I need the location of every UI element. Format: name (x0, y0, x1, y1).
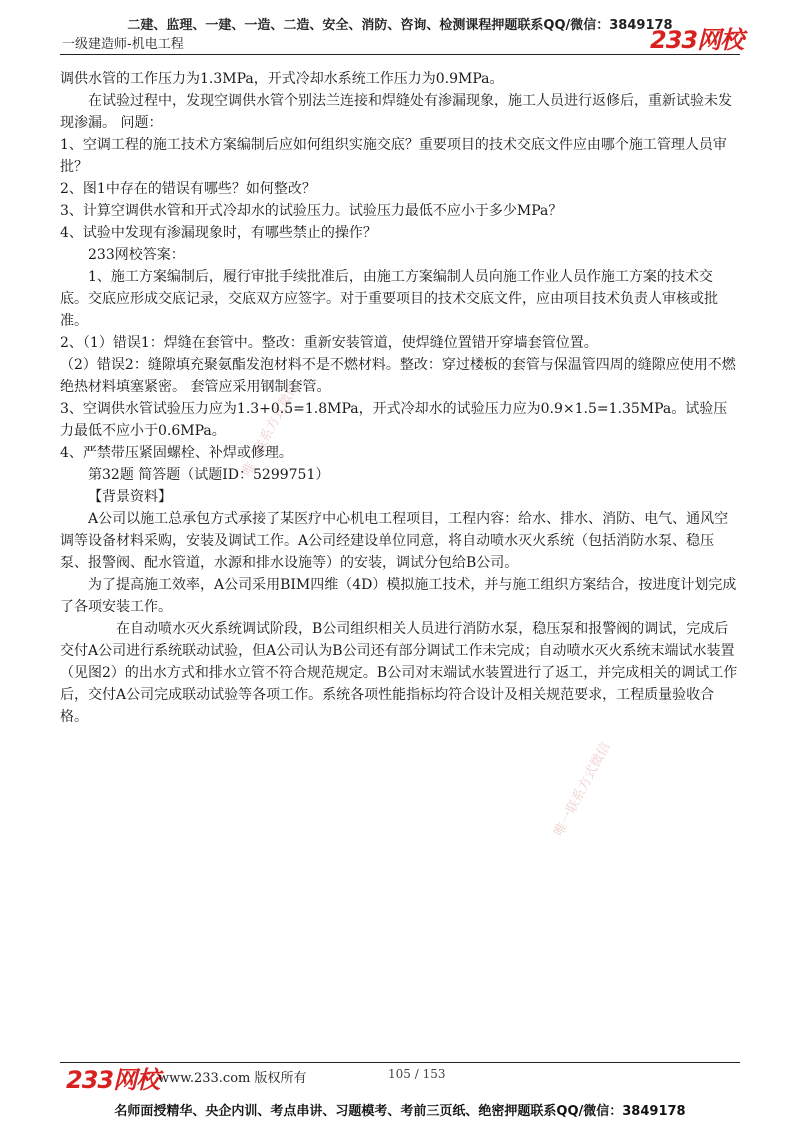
page-number: 105 / 153 (388, 1067, 446, 1081)
brand-logo-header: 233网校 (650, 26, 744, 54)
answer-2-part-1: 2、（1）错误1：焊缝在套管中。整改：重新安装管道，使焊缝位置错开穿墙套管位置。 (60, 335, 598, 351)
paragraph: 调供水管的工作压力为1.3MPa，开式冷却水系统工作压力为0.9MPa。 (60, 71, 504, 87)
question-1: 1、空调工程的施工技术方案编制后应如何组织实施交底？重要项目的技术交底文件应由哪个施工管理人员审批？ (60, 137, 727, 175)
footer-divider (60, 1062, 740, 1063)
answer-label: 233网校答案： (88, 247, 185, 263)
header-subtitle: 一级建造师-机电工程 (62, 37, 184, 52)
question-4: 4、试验中发现有渗漏现象时，有哪些禁止的操作？ (60, 225, 377, 241)
footer-contact-line: 名师面授精华、央企内训、考点串讲、习题模考、考前三页纸、绝密押题联系QQ/微信：3849178 (114, 1104, 686, 1119)
background-paragraph-3: 在自动喷水灭火系统调试阶段，B公司组织相关人员进行消防水泵，稳压泵和报警阀的调试，完成后交付A公司进行系统联动试验，但A公司认为B公司还有部分调试工作未完成；自动喷水灭火系统末端试水装置（见图2）的出水方式和排水立管不符合规范规定。B公司对末端试水装置进行了返工，并完成相关的调试工作后，交付A公司完成联动试验等各项工作。系统各项性能指标均符合设计及相关规范要求，工程质量验收合格。 (60, 621, 738, 725)
watermark-2: 唯一联系方式微信 (551, 740, 614, 839)
document-body (60, 68, 740, 728)
background-label: 【背景资料】 (88, 489, 172, 505)
answer-3: 3、空调供水管试验压力应为1.3+0.5=1.8MPa，开式冷却水的试验压力应为0.9×1.5=1.35MPa。试验压力最低不应小于0.6MPa。 (60, 401, 728, 439)
brand-logo-footer: 233网校 (66, 1066, 160, 1094)
question-2: 2、图1中存在的错误有哪些？如何整改？ (60, 181, 316, 197)
paragraph: 在试验过程中，发现空调供水管个别法兰连接和焊缝处有渗漏现象，施工人员进行返修后，重新试验未发现渗漏。 问题： (60, 93, 732, 131)
background-paragraph-2: 为了提高施工效率，A公司采用BIM四维（4D）模拟施工技术，并与施工组织方案结合，按进度计划完成了各项安装工作。 (60, 577, 737, 615)
header-divider (60, 54, 740, 55)
question-32-title: 第32题 简答题（试题ID：5299751） (88, 467, 330, 483)
answer-2-part-2: （2）错误2：缝隙填充聚氨酯发泡材料不是不燃材料。整改：穿过楼板的套管与保温管四周的缝隙应使用不燃绝热材料填塞紧密。 套管应采用钢制套管。 (60, 357, 736, 395)
answer-4: 4、严禁带压紧固螺栓、补焊或修理。 (60, 445, 293, 461)
footer-site: www.233.com 版权所有 (158, 1071, 307, 1086)
answer-1: 1、施工方案编制后，履行审批手续批准后，由施工方案编制人员向施工作业人员作施工方案的技术交底。交底应形成交底记录，交底双方应签字。对于重要项目的技术交底文件，应由项目技术负责人审核或批准。 (60, 269, 718, 329)
background-paragraph-1: A公司以施工总承包方式承接了某医疗中心机电工程项目，工程内容：给水、排水、消防、电气、通风空调等设备材料采购，安装及调试工作。A公司经建设单位同意，将自动喷水灭火系统（包括消防水泵、稳压泵、报警阀、配水管道，水源和排水设施等）的安装，调试分包给B公司。 (60, 511, 729, 571)
watermark-1: 唯一联系方式微信 (239, 380, 302, 479)
header-contact-line: 二建、监理、一建、一造、二造、安全、消防、咨询、检测课程押题联系QQ/微信：3849178 (127, 18, 673, 33)
question-3: 3、计算空调供水管和开式冷却水的试验压力。试验压力最低不应小于多少MPa？ (60, 203, 563, 219)
